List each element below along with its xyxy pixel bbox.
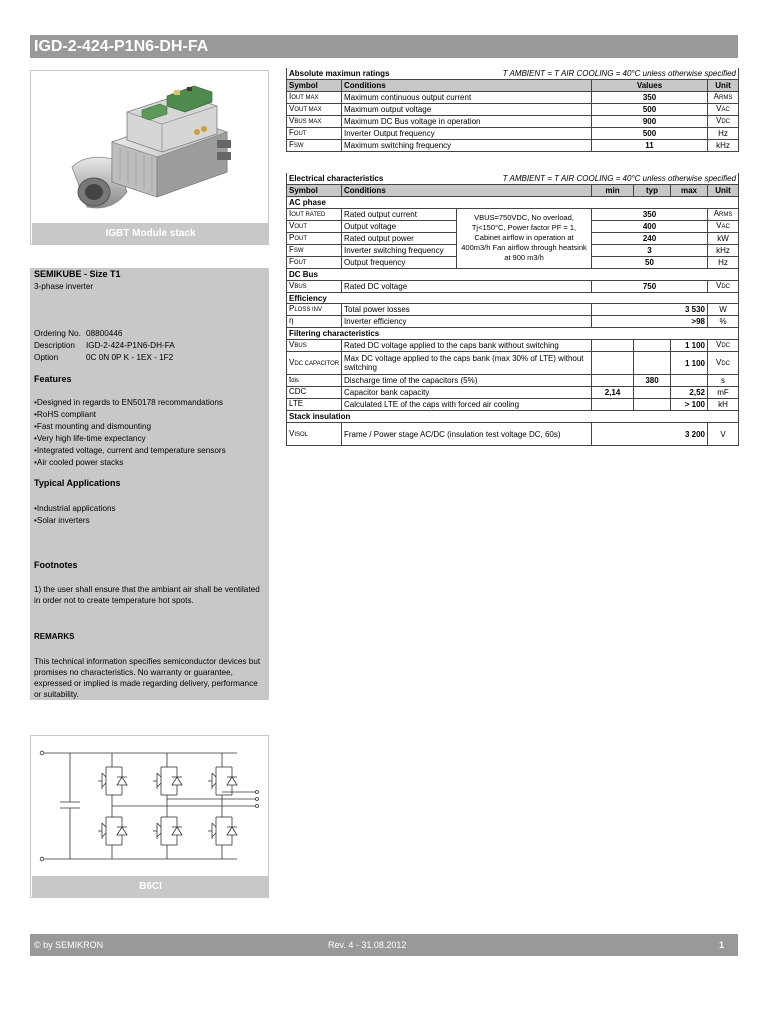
- table-row: [287, 140, 739, 152]
- table-title: Absolute maximun ratings: [289, 69, 390, 79]
- value-cell: 500: [592, 128, 708, 140]
- remarks-text: This technical information specifies semiconductor devices but promises no characteristics. No warranty or guarantee, expressed or implied is made regarding delivery, performance or suitability.: [34, 657, 261, 699]
- condition-cell: Total power losses: [342, 304, 592, 316]
- table-row: [287, 128, 739, 140]
- unit-cell: kH: [708, 399, 739, 411]
- description-label: Description: [34, 341, 75, 350]
- option-value: 0C 0N 0P K - 1EX - 1F2: [86, 353, 174, 362]
- symbol-cell: FSW: [287, 140, 342, 152]
- col-header: Symbol: [287, 80, 342, 92]
- unit-cell: %: [708, 316, 739, 328]
- col-header: typ: [634, 185, 671, 197]
- typ-cell: 3: [592, 244, 708, 256]
- condition-cell: Rated DC voltage: [342, 280, 592, 292]
- page-footer: [30, 934, 738, 956]
- min-cell: [592, 399, 634, 411]
- section-label: Stack insulation: [287, 411, 739, 423]
- symbol-cell: VOUT: [287, 220, 342, 232]
- page-title: IGD-2-424-P1N6-DH-FA: [30, 35, 738, 58]
- unit-cell: VAC: [708, 104, 739, 116]
- typ-cell: 750: [592, 280, 708, 292]
- min-cell: [592, 375, 634, 387]
- unit-cell: s: [708, 375, 739, 387]
- footnotes-title: Footnotes: [34, 560, 78, 570]
- unit-cell: V: [708, 423, 739, 446]
- feature-item: • Air cooled power stacks: [34, 458, 123, 467]
- unit-cell: Hz: [708, 128, 739, 140]
- description-row: [34, 341, 175, 350]
- product-subheading: 3-phase inverter: [34, 282, 94, 291]
- col-header: Conditions: [342, 80, 592, 92]
- condition-cell: Discharge time of the capacitors (5%): [342, 375, 592, 387]
- max-cell: 3 200: [592, 423, 708, 446]
- symbol-cell: PLOSS INV: [287, 304, 342, 316]
- col-header: Symbol: [287, 185, 342, 197]
- section-row: [287, 268, 739, 280]
- col-header: max: [671, 185, 708, 197]
- section-label: Filtering characteristics: [287, 328, 739, 340]
- value-cell: 350: [592, 92, 708, 104]
- max-cell: [671, 375, 708, 387]
- col-header: Conditions: [342, 185, 592, 197]
- condition-cell: Rated output power: [342, 232, 457, 244]
- symbol-cell: η: [287, 316, 342, 328]
- b6ci-schematic: [32, 737, 269, 875]
- option-row: [34, 353, 173, 362]
- col-header: Values: [592, 80, 708, 92]
- table-row: [287, 399, 739, 411]
- symbol-cell: VBUS MAX: [287, 116, 342, 128]
- feature-item: • Very high life-time expectancy: [34, 434, 146, 443]
- typ-cell: 350: [592, 208, 708, 220]
- symbol-cell: VISOL: [287, 423, 342, 446]
- section-label: AC phase: [287, 197, 739, 209]
- unit-cell: kHz: [708, 140, 739, 152]
- unit-cell: VDC: [708, 280, 739, 292]
- table-condition-note: T AMBIENT = T AIR COOLING = 40°C unless otherwise specified: [502, 174, 737, 184]
- photo-caption: IGBT Module stack: [32, 223, 269, 245]
- footnote-text: 1) the user shall ensure that the ambiant air shall be ventilated in order not to create temperature hot spots.: [34, 585, 260, 605]
- section-label: Efficiency: [287, 292, 739, 304]
- max-cell: 3 530: [592, 304, 708, 316]
- description-value: IGD-2-424-P1N6-DH-FA: [86, 341, 175, 350]
- application-item: • Industrial applications: [34, 504, 116, 513]
- electrical-characteristics-table: [286, 173, 739, 446]
- unit-cell: VDC: [708, 116, 739, 128]
- condition-cell: Output frequency: [342, 256, 457, 268]
- features-title: Features: [34, 374, 72, 384]
- applications-title: Typical Applications: [34, 478, 121, 488]
- symbol-cell: FOUT: [287, 128, 342, 140]
- min-cell: 2,14: [592, 387, 634, 399]
- max-cell: 2,52: [671, 387, 708, 399]
- condition-cell: Inverter switching frequency: [342, 244, 457, 256]
- schematic-caption: B6CI: [32, 876, 269, 898]
- condition-cell: Maximum DC Bus voltage in operation: [342, 116, 592, 128]
- table-row: [287, 423, 739, 446]
- condition-cell: Rated DC voltage applied to the caps bank without switching: [342, 340, 592, 352]
- merged-condition-cell: VBUS=750VDC, No overload, Tj<150°C, Power factor PF = 1, Cabinet airflow in operation at 400m3/h Fan airflow through heatsink at 900 m3/h: [457, 208, 592, 268]
- table-header-row: [287, 185, 739, 197]
- symbol-cell: IOUT MAX: [287, 92, 342, 104]
- feature-item: • Integrated voltage, current and temperature sensors: [34, 446, 226, 455]
- table-row: [287, 304, 739, 316]
- typ-cell: 400: [592, 220, 708, 232]
- table-row: [287, 104, 739, 116]
- col-header: Unit: [708, 80, 739, 92]
- table-title: Electrical characteristics: [289, 174, 384, 184]
- typ-cell: 380: [634, 375, 671, 387]
- value-cell: 11: [592, 140, 708, 152]
- unit-cell: ARMS: [708, 208, 739, 220]
- condition-cell: Frame / Power stage AC/DC (insulation test voltage DC, 60s): [342, 423, 592, 446]
- symbol-cell: POUT: [287, 232, 342, 244]
- condition-cell: Maximum switching frequency: [342, 140, 592, 152]
- symbol-cell: FSW: [287, 244, 342, 256]
- unit-cell: VAC: [708, 220, 739, 232]
- section-row: [287, 328, 739, 340]
- symbol-cell: LTE: [287, 399, 342, 411]
- schematic-frame: [30, 735, 269, 898]
- col-header: Unit: [708, 185, 739, 197]
- section-row: [287, 292, 739, 304]
- table-row: [287, 92, 739, 104]
- condition-cell: Calculated LTE of the caps with forced air cooling: [342, 399, 592, 411]
- unit-cell: mF: [708, 387, 739, 399]
- table-title-row: [287, 68, 739, 80]
- feature-item: • Fast mounting and dismounting: [34, 422, 151, 431]
- max-cell: 1 100: [671, 340, 708, 352]
- unit-cell: ARMS: [708, 92, 739, 104]
- symbol-cell: FOUT: [287, 256, 342, 268]
- symbol-cell: VBUS: [287, 280, 342, 292]
- unit-cell: W: [708, 304, 739, 316]
- page-number: 1: [718, 940, 724, 950]
- table-row: [287, 280, 739, 292]
- table-title-row: [287, 173, 739, 185]
- col-header: min: [592, 185, 634, 197]
- ordering-row: [34, 329, 122, 338]
- product-photo-frame: [30, 70, 269, 245]
- table-row: [287, 387, 739, 399]
- product-heading: SEMIKUBE - Size T1: [34, 269, 121, 279]
- condition-cell: Inverter Output frequency: [342, 128, 592, 140]
- symbol-cell: VOUT MAX: [287, 104, 342, 116]
- min-cell: [592, 352, 634, 375]
- table-row: [287, 352, 739, 375]
- symbol-cell: tdis: [287, 375, 342, 387]
- symbol-cell: CDC: [287, 387, 342, 399]
- product-photo: [32, 72, 269, 222]
- absolute-ratings-table: [286, 68, 739, 152]
- symbol-cell: IOUT RATED: [287, 208, 342, 220]
- max-cell: >98: [592, 316, 708, 328]
- table-row: [287, 316, 739, 328]
- min-cell: [592, 340, 634, 352]
- feature-item: • Designed in regards to EN50178 recommandations: [34, 398, 223, 407]
- condition-cell: Output voltage: [342, 220, 457, 232]
- value-cell: 900: [592, 116, 708, 128]
- typ-cell: 240: [592, 232, 708, 244]
- ordering-label: Ordering No.: [34, 329, 81, 338]
- typ-cell: 50: [592, 256, 708, 268]
- application-item: • Solar inverters: [34, 516, 90, 525]
- unit-cell: VDC: [708, 352, 739, 375]
- condition-cell: Rated output current: [342, 208, 457, 220]
- unit-cell: kHz: [708, 244, 739, 256]
- symbol-cell: VDC CAPACITOR: [287, 352, 342, 375]
- max-cell: 1 100: [671, 352, 708, 375]
- condition-cell: Inverter efficiency: [342, 316, 592, 328]
- condition-cell: Maximum output voltage: [342, 104, 592, 116]
- table-row: [287, 208, 739, 220]
- table-row: [287, 375, 739, 387]
- table-condition-note: T AMBIENT = T AIR COOLING = 40°C unless otherwise specified: [502, 69, 737, 79]
- remarks-title: REMARKS: [34, 632, 75, 641]
- unit-cell: Hz: [708, 256, 739, 268]
- max-cell: > 100: [671, 399, 708, 411]
- typ-cell: [634, 387, 671, 399]
- table-header-row: [287, 80, 739, 92]
- copyright: © by SEMIKRON: [34, 940, 104, 950]
- unit-cell: VDC: [708, 340, 739, 352]
- typ-cell: [634, 399, 671, 411]
- feature-item: • RoHS compliant: [34, 410, 96, 419]
- section-row: [287, 197, 739, 209]
- section-row: [287, 411, 739, 423]
- table-row: [287, 116, 739, 128]
- section-label: DC Bus: [287, 268, 739, 280]
- value-cell: 500: [592, 104, 708, 116]
- unit-cell: kW: [708, 232, 739, 244]
- symbol-cell: VBUS: [287, 340, 342, 352]
- revision: Rev. 4 - 31.08.2012: [328, 940, 407, 950]
- condition-cell: Max DC voltage applied to the caps bank (max 30% of LTE) without switching: [342, 352, 592, 375]
- option-label: Option: [34, 353, 59, 362]
- side-panel: [30, 268, 269, 700]
- typ-cell: [634, 352, 671, 375]
- table-row: [287, 340, 739, 352]
- condition-cell: Capacitor bank capacity: [342, 387, 592, 399]
- ordering-value: 08800446: [86, 329, 123, 338]
- typ-cell: [634, 340, 671, 352]
- condition-cell: Maximum continuous output current: [342, 92, 592, 104]
